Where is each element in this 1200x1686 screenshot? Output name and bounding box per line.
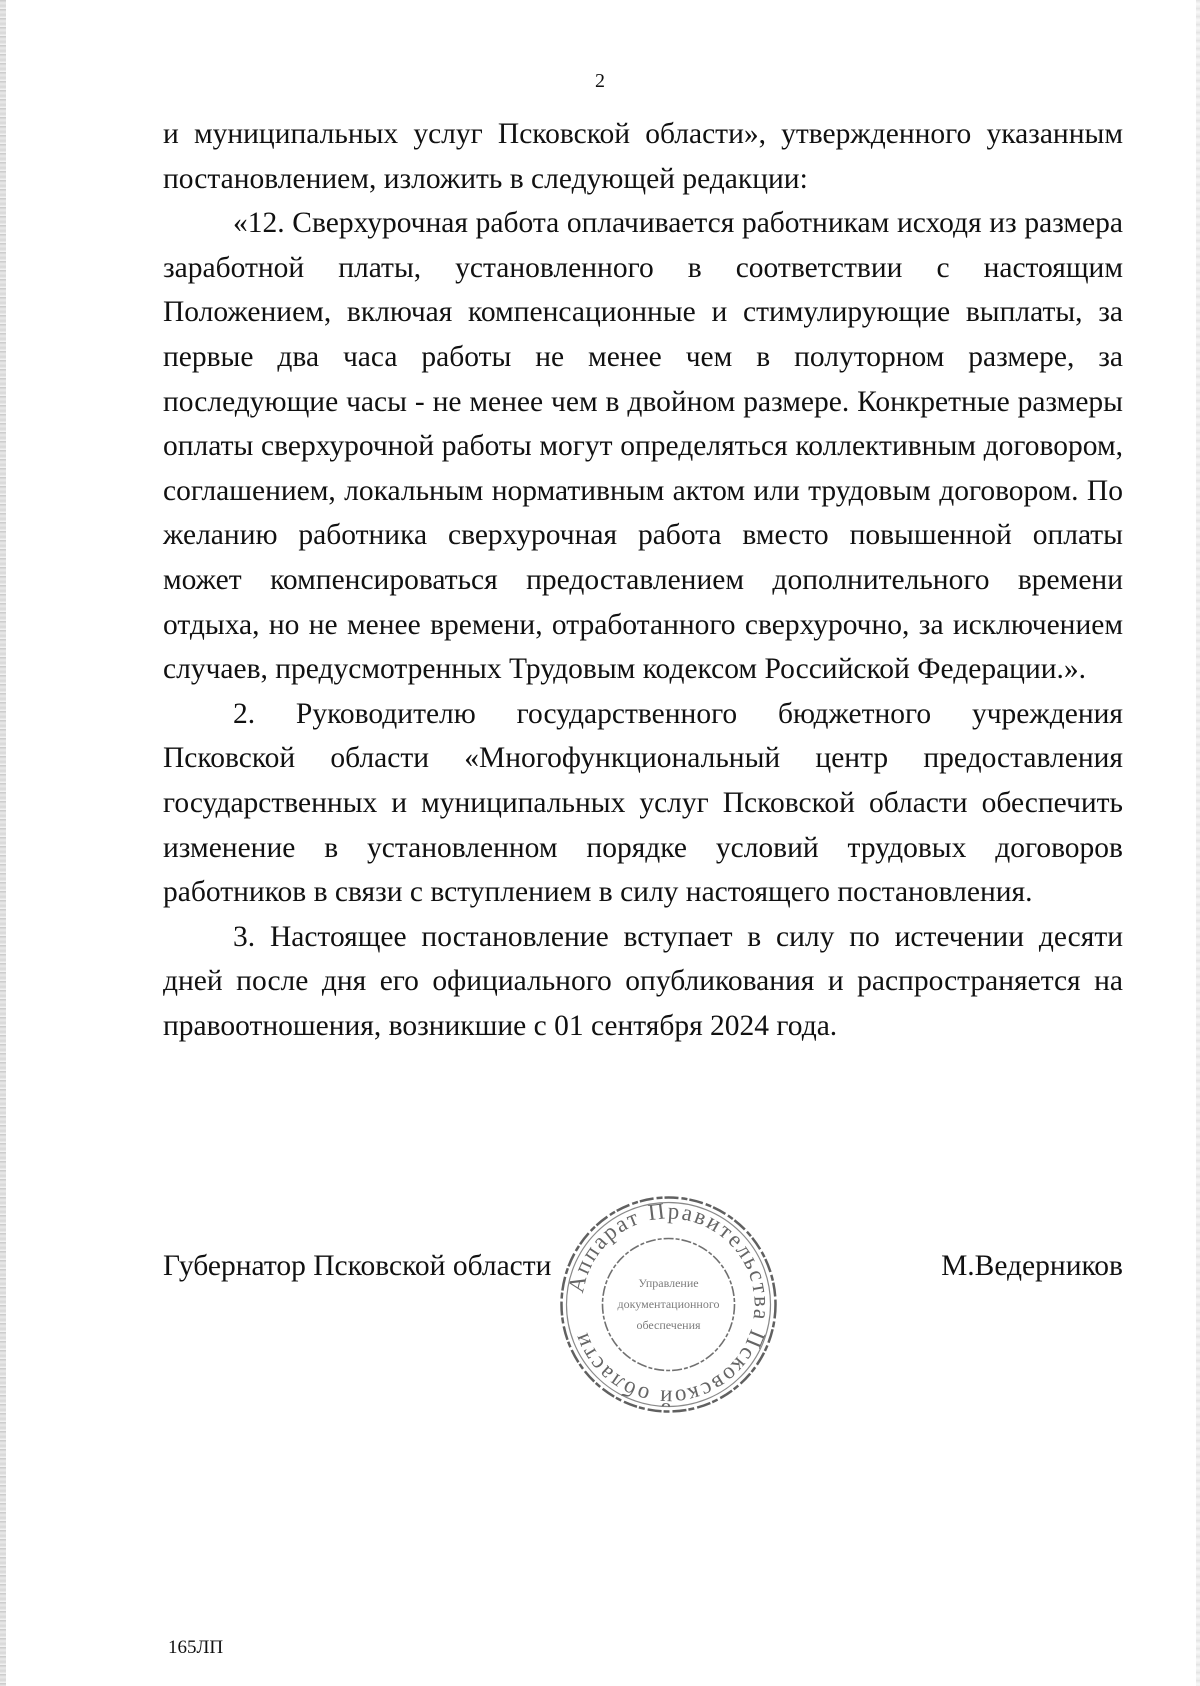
document-code: 165ЛП (168, 1637, 224, 1658)
seal-inner-line-3: обеспечения (636, 1318, 701, 1332)
paragraph-continuation: и муниципальных услуг Псковской области», утвержденного указанным постановлением, изложить в следующей редакции: (163, 118, 1123, 195)
seal-inner-line-1: Управление (638, 1276, 699, 1290)
official-seal-stamp (556, 1192, 781, 1417)
signer-name: М.Ведерников (941, 1250, 1123, 1282)
paragraph-item-2: 2. Руководителю государственного бюджетного учреждения Псковской области «Многофункциональный центр предоставления государственных и муниципальных услуг Псковской области обеспечить изменение в установленном порядке условий трудовых договоров работников в связи с вступлением в силу настоящего постановления. (163, 697, 1123, 909)
paragraph-item-3: 3. Настоящее постановление вступает в силу по истечении десяти дней после дня его официального опубликования и распространяется на правоотношения, возникшие с 01 сентября 2024 года. (163, 920, 1123, 1042)
page-number: 2 (595, 70, 605, 92)
document-body (163, 112, 1123, 1048)
signer-position: Губернатор Псковской области (163, 1250, 552, 1282)
scan-edge-left (0, 0, 6, 1686)
seal-inner-line-2: документационного (617, 1297, 720, 1311)
seal-outer-text: Аппарат Правительства Псковской области (563, 1198, 775, 1411)
paragraph-clause-12: «12. Сверхурочная работа оплачивается работникам исходя из размера заработной платы, установленного в соответствии с настоящим Положением, включая компенсационные и стимулирующие выплаты, за первые два часа работы не менее чем в полуторном размере, за последующие часы - не менее чем в двойном размере. Конкретные размеры оплаты сверхурочной работы могут определяться коллективным договором, соглашением, локальным нормативным актом или трудовым договором. По желанию работника сверхурочная работа вместо повышенной оплаты может компенсироваться предоставлением дополнительного времени отдыха, но не менее времени, отработанного сверхурочно, за исключением случаев, предусмотренных Трудовым кодексом Российской Федерации.». (163, 207, 1123, 686)
scan-edge-right (1196, 0, 1200, 1686)
